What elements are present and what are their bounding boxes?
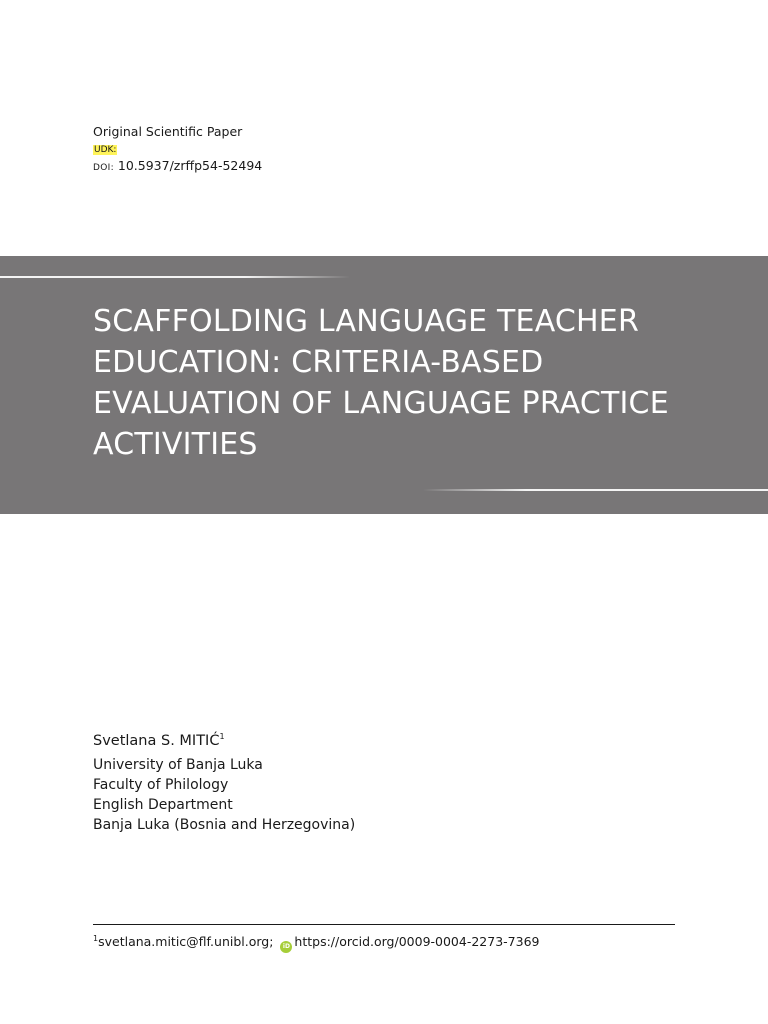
footnote-divider [93,924,675,925]
paper-title: SCAFFOLDING LANGUAGE TEACHER EDUCATION: CRITERIA-BASED EVALUATION OF LANGUAGE PRACTICE ACTIVITIES [93,304,669,462]
doi-line [93,158,262,176]
orcid-link[interactable]: https://orcid.org/0009-0004-2273-7369 [294,934,540,949]
doi-label: DOI: [93,163,114,173]
affiliation-university: University of Banja Luka [93,757,263,773]
author-name-line [93,731,355,751]
affiliation-faculty: Faculty of Philology [93,777,229,793]
udk-label: UDK: [94,145,117,155]
banner-rule-bottom [423,489,768,491]
affiliation-department: English Department [93,797,233,813]
author-footnote-marker: 1 [219,732,225,742]
banner-rule-top [0,276,350,278]
author-name: Svetlana S. MITIĆ [93,733,220,749]
orcid-icon: iD [280,941,292,953]
paper-meta [93,124,262,176]
author-block [93,731,355,835]
doi-value[interactable]: 10.5937/zrffp54-52494 [117,158,263,173]
title-banner [0,256,768,514]
footnote [93,934,539,953]
footnote-marker: 1 [93,933,99,943]
author-email[interactable]: svetlana.mitic@flf.unibl.org; [98,934,274,949]
affiliation-location: Banja Luka (Bosnia and Herzegovina) [93,817,356,833]
paper-type: Original Scientific Paper [93,124,243,139]
